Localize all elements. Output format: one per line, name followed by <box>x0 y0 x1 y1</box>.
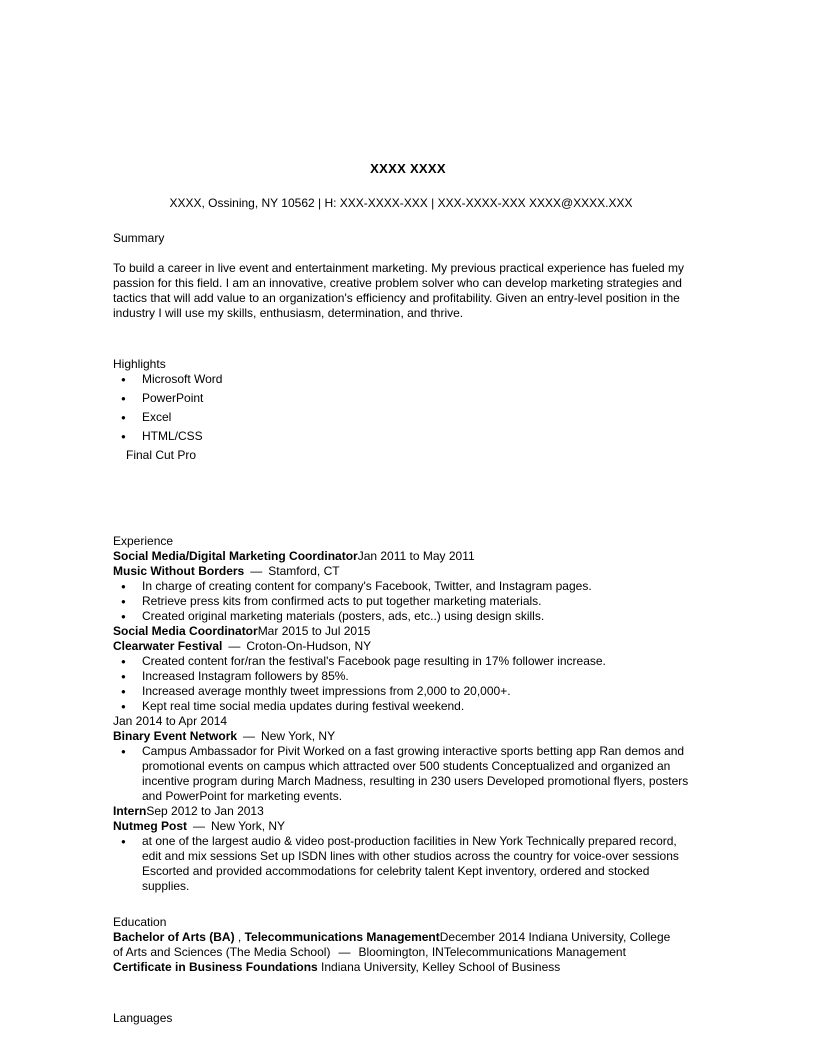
job-location: New York, NY <box>261 729 336 743</box>
job-role: Social Media/Digital Marketing Coordinator <box>113 549 358 563</box>
certificate-name: Certificate in Business Foundations <box>113 960 318 974</box>
job-company-line <box>113 729 693 744</box>
job-entry <box>113 804 693 894</box>
degree-separator: , <box>234 930 245 944</box>
job-bullet: ● Created content for/ran the festival's Facebook page resulting in 17% follower increase. <box>113 654 693 669</box>
dash-separator: — <box>250 564 263 578</box>
job-bullets <box>113 579 693 624</box>
job-entry <box>113 549 693 624</box>
job-title-line <box>113 714 693 729</box>
job-bullet: ● Increased average monthly tweet impressions from 2,000 to 20,000+. <box>113 684 693 699</box>
job-dates: Sep 2012 to Jan 2013 <box>146 804 264 818</box>
job-location: Croton-On-Hudson, NY <box>246 639 372 653</box>
highlight-extra: Final Cut Pro <box>126 448 197 462</box>
job-bullet: ● at one of the largest audio & video post-production facilities in New York Technically prepared record, edit and mix sessions Set up ISDN lines with other studios across the country for voice-over sessions Escorted and provided accommodations for celebrity talent Kept inventory, ordered and stocked supplies. <box>113 834 693 894</box>
job-company: Nutmeg Post <box>113 819 188 833</box>
candidate-name: XXXX XXXX <box>370 161 446 176</box>
job-bullets <box>113 654 693 714</box>
degree-location: Bloomington, INTelecommunications Management <box>358 945 626 959</box>
job-role: Intern <box>113 804 147 818</box>
highlight-item: ● Excel <box>113 410 232 425</box>
degree-name: Bachelor of Arts (BA) <box>113 930 235 944</box>
highlights-list <box>113 372 693 444</box>
job-dates: Jan 2011 to May 2011 <box>357 549 475 563</box>
job-bullet: ● Created original marketing materials (posters, ads, etc..) using design skills. <box>113 609 693 624</box>
job-location: New York, NY <box>211 819 286 833</box>
contact-line: XXXX, Ossining, NY 10562 | H: XXX-XXXX-XXX | XXX-XXXX-XXX XXXX@XXXX.XXX <box>169 196 633 210</box>
degree-entry <box>113 930 678 960</box>
highlight-item: ● PowerPoint <box>113 391 232 406</box>
certificate-entry <box>113 960 678 975</box>
job-bullet: ● Increased Instagram followers by 85%. <box>113 669 693 684</box>
job-title-line <box>113 804 693 819</box>
job-bullets <box>113 834 693 894</box>
job-company: Binary Event Network <box>113 729 238 743</box>
job-entry <box>113 714 693 804</box>
certificate-info: Indiana University, Kelley School of Business <box>321 960 561 974</box>
job-company-line <box>113 639 693 654</box>
experience-section <box>113 549 693 894</box>
summary-text: To build a career in live event and entertainment marketing. My previous practical experience has fueled my passion for this field. I am an innovative, creative problem solver who can develop marketing strategies and tactics that will add value to an organization's efficiency and profitability. Given an entry-level position in the industry I will use my skills, enthusiasm, determination, and thrive. <box>113 261 684 320</box>
job-dates: Jan 2014 to Apr 2014 <box>113 714 228 728</box>
job-title-line <box>113 624 693 639</box>
job-company: Clearwater Festival <box>113 639 223 653</box>
job-bullet: ● Retrieve press kits from confirmed acts to put together marketing materials. <box>113 594 693 609</box>
highlights-title: Highlights <box>113 357 166 371</box>
education-title: Education <box>113 915 167 929</box>
highlights-section <box>113 372 693 463</box>
job-company-line <box>113 819 693 834</box>
dash-separator: — <box>193 819 206 833</box>
job-bullets <box>113 744 693 804</box>
highlight-item: ● Microsoft Word <box>113 372 232 387</box>
degree-info: December 2014 Indiana University, College of Arts and Sciences (The Media School) <box>113 930 671 959</box>
job-company-line <box>113 564 693 579</box>
summary-section <box>113 261 693 321</box>
job-bullet: ● In charge of creating content for company's Facebook, Twitter, and Instagram pages. <box>113 579 693 594</box>
job-role: Social Media Coordinator <box>113 624 258 638</box>
job-bullet: ● Kept real time social media updates during festival weekend. <box>113 699 693 714</box>
job-dates: Mar 2015 to Jul 2015 <box>257 624 371 638</box>
highlight-item: ● HTML/CSS <box>113 429 232 444</box>
job-entry <box>113 624 693 714</box>
job-location: Stamford, CT <box>268 564 340 578</box>
education-section <box>113 930 678 975</box>
dash-separator: — <box>338 945 351 959</box>
dash-separator: — <box>228 639 241 653</box>
job-company: Music Without Borders <box>113 564 245 578</box>
dash-separator: — <box>243 729 256 743</box>
languages-title: Languages <box>113 1011 173 1025</box>
degree-field: Telecommunications Management <box>244 930 440 944</box>
experience-title: Experience <box>113 534 174 548</box>
summary-title: Summary <box>113 231 165 245</box>
job-bullet: ● Campus Ambassador for Pivit Worked on a fast growing interactive sports betting app Ran demos and promotional events on campus which attracted over 500 students Conceptualized and organized an incentive program during March Madness, resulting in 230 users Developed promotional flyers, posters and PowerPoint for marketing events. <box>113 744 693 804</box>
job-title-line <box>113 549 693 564</box>
